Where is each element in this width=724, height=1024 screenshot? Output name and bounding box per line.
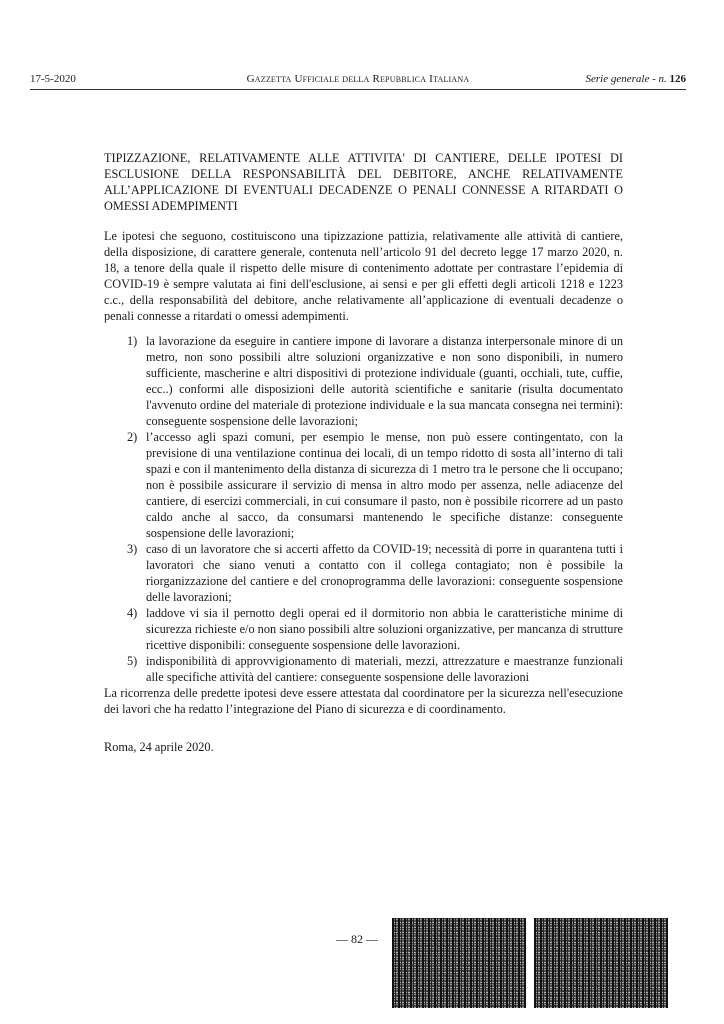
list-item [104,605,623,653]
list-item [104,429,623,541]
document-title: TIPIZZAZIONE, RELATIVAMENTE ALLE ATTIVITA' DI CANTIERE, DELLE IPOTESI DI ESCLUSIONE DELLA RESPONSABILITÀ DEL DEBITORE, ANCHE RELATIVAMENTE ALL’APPLICAZIONE DI EVENTUALI DECADENZE O PENALI CONNESSE A RITARDATI O OMESSI ADEMPIMENTI [104,151,623,213]
header-series-label: Serie generale - n. [585,73,670,85]
header-issue-number: 126 [669,73,686,85]
list-item-number: 5) [127,654,138,668]
intro-paragraph: Le ipotesi che seguono, costituiscono una tipizzazione pattizia, relativamente alle attività di cantiere, della disposizione, di carattere generale, contenuta nell’articolo 91 del decreto legge 17 marzo 2020, n. 18, a tenore della quale il rispetto delle misure di contenimento adottate per contrastare l’epidemia di COVID-19 è sempre valutata ai fini dell'esclusione, ai sensi e per gli effetti degli articoli 1218 e 1223 c.c., della responsabilità del debitore, anche relativamente all’applicazione di eventuali decadenze o penali connesse a ritardati o omessi adempimenti. [104,229,623,323]
list-item-number: 4) [127,606,138,620]
page-header [30,72,686,86]
conclusion-paragraph: La ricorrenza delle predette ipotesi deve essere attestata dal coordinatore per la sicurezza nell'esecuzione dei lavori che ha redatto l’integrazione del Piano di sicurezza e di coordinamento. [104,686,623,716]
list-item-number: 3) [127,542,138,556]
list-item-number: 1) [127,334,138,348]
header-rule [30,89,686,90]
list-item-number: 2) [127,430,138,444]
list-item-text: laddove vi sia il pernotto degli operai ed il dormitorio non abbia le caratteristiche minime di sicurezza richieste e/o non siano possibili altre soluzioni organizzative, per mancanza di strutture ricettive disponibili: conseguente sospensione delle lavorazioni. [146,606,623,652]
signature-line: Roma, 24 aprile 2020. [104,740,214,754]
list-item-text: caso di un lavoratore che si accerti affetto da COVID-19; necessità di porre in quarantena tutti i lavoratori che siano venuti a contatto con il collega contagiato; non è possibile la riorganizzazione del cantiere e del cronoprogramma delle lavorazioni: conseguente sospensione delle lavorazioni; [146,542,623,604]
list-item [104,333,623,429]
list-item-text: l’accesso agli spazi comuni, per esempio le mense, non può essere contingentato, con la previsione di una ventilazione continua dei locali, di un tempo ridotto di sosta all’interno di tali spazi e con il mantenimento della distanza di sicurezza di 1 metro tra le persone che li occupano; non è possibile assicurare il servizio di mensa in altro modo per assenza, nelle adiacenze del cantiere, di esercizi commerciali, in cui consumare il pasto, non è possibile ricorrere ad un pasto caldo anche al sacco, da consumarsi mantenendo le specifiche distanze: conseguente sospensione delle lavorazioni; [146,430,623,540]
header-date: 17-5-2020 [30,73,76,85]
datamatrix-code-1 [392,918,526,1008]
header-series [586,72,687,86]
hypotheses-list [104,333,623,685]
list-item [104,653,623,685]
datamatrix-code-2 [534,918,668,1008]
list-item-text: indisponibilità di approvvigionamento di materiali, mezzi, attrezzature e maestranze funzionali alle specifiche attività del cantiere: conseguente sospensione delle lavorazioni [146,654,623,684]
list-item-text: la lavorazione da eseguire in cantiere impone di lavorare a distanza interpersonale minore di un metro, non sono possibili altre soluzioni organizzative e non sono disponibili, in numero sufficiente, mascherine e altri dispositivi di protezione individuale (guanti, occhiali, tute, cuffie, ecc..) conformi alle disposizioni delle autorità scientifiche e sanitarie (risulta documentato l'avvenuto ordine del materiale di protezione individuale e la sua mancata consegna nei termini): conseguente sospensione delle lavorazioni; [146,334,623,428]
list-item [104,541,623,605]
header-journal-title: Gazzetta Ufficiale della Repubblica Italiana [246,73,470,85]
page-number: — 82 — [336,932,378,946]
document-body [104,150,623,755]
